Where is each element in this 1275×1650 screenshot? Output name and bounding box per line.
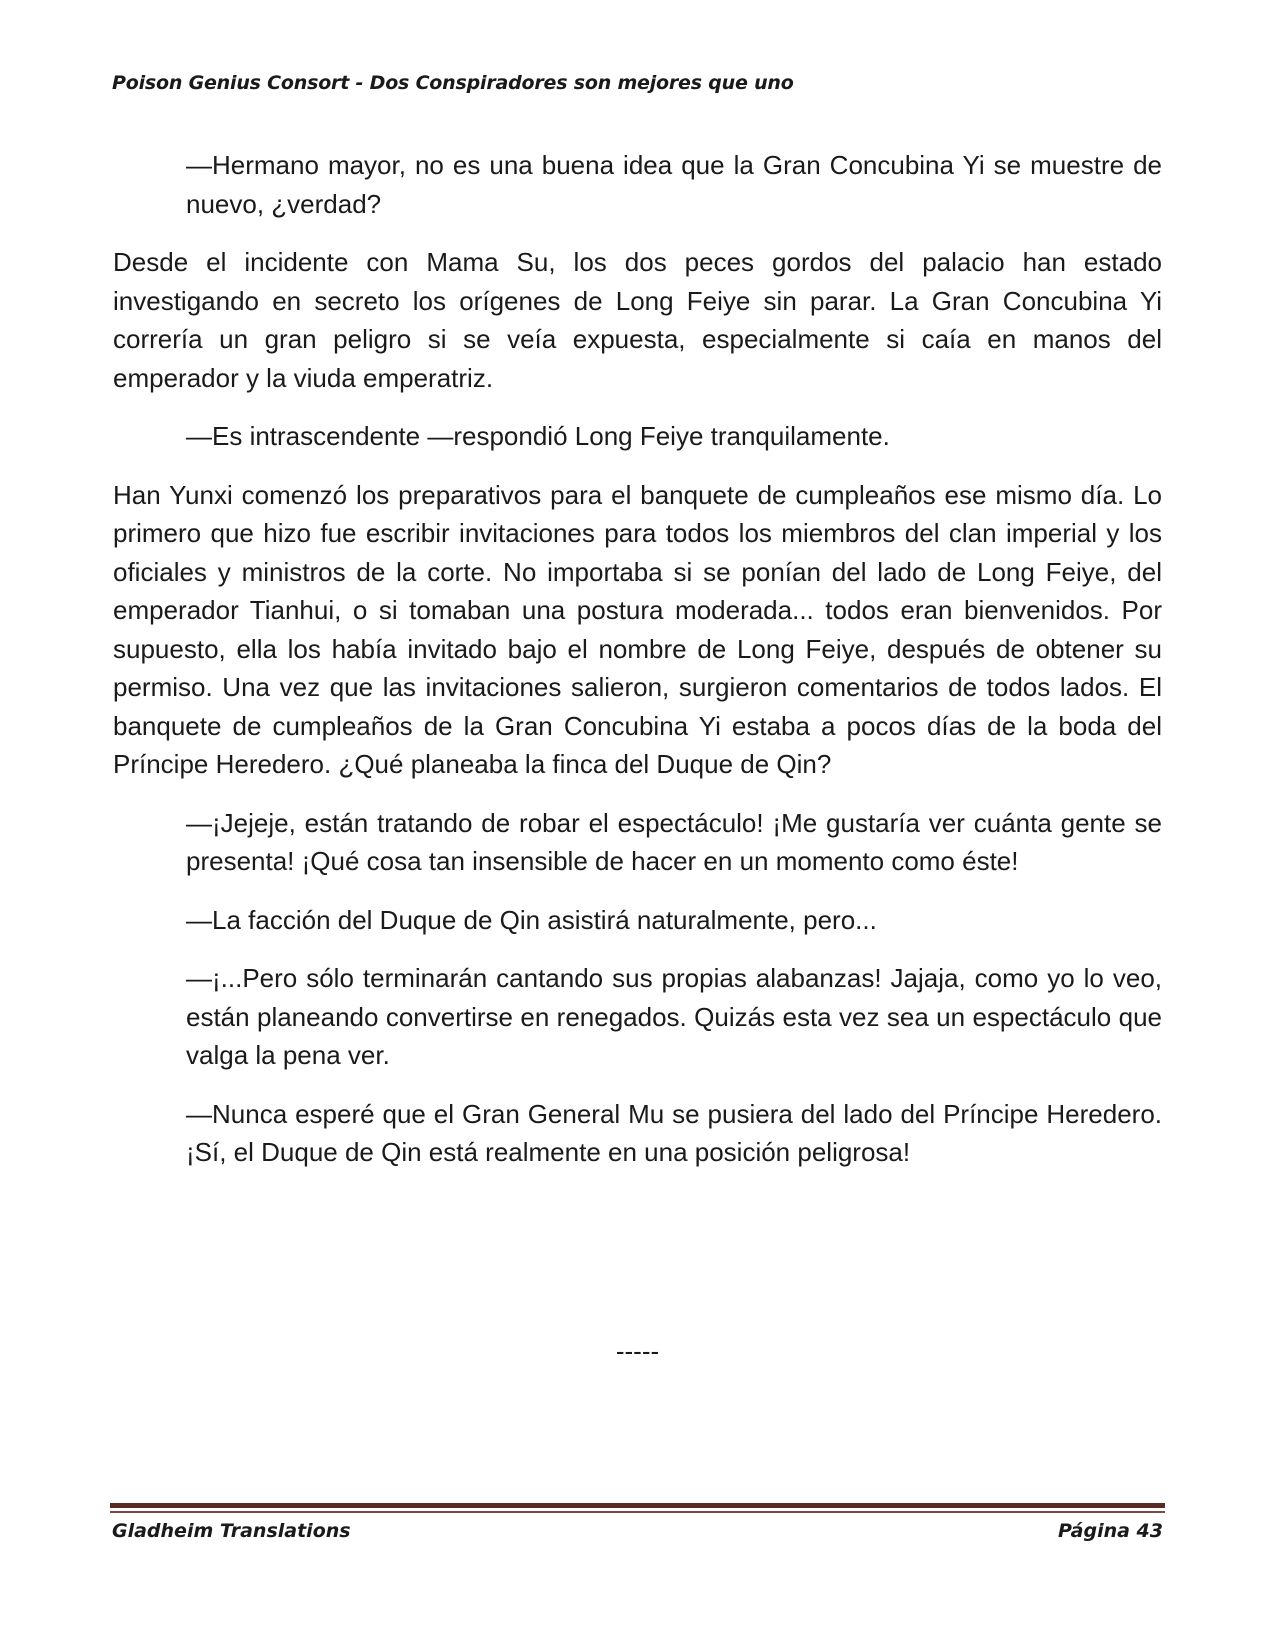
section-separator bbox=[0, 1336, 1275, 1366]
paragraph-narration-2: Han Yunxi comenzó los preparativos para el banquete de cumpleaños ese mismo día. Lo primero que hizo fue escribir invitaciones para todos los miembros del clan imperial y los oficiales y ministros de la corte. No importaba si se ponían del lado de Long Feiye, del emperador Tianhui, o si tomaban una postura moderada... todos eran bienvenidos. Por supuesto, ella los había invitado bajo el nombre de Long Feiye, después de obtener su permiso. Una vez que las invitaciones salieron, surgieron comentarios de todos lados. El banquete de cumpleaños de la Gran Concubina Yi estaba a pocos días de la boda del Príncipe Heredero. ¿Qué planeaba la finca del Duque de Qin? bbox=[113, 479, 1162, 779]
paragraph-narration-1: Desde el incidente con Mama Su, los dos peces gordos del palacio han estado investigando en secreto los orígenes de Long Feiye sin parar. La Gran Concubina Yi correría un gran peligro si se veía expuesta, especialmente si caía en manos del emperador y la viuda emperatriz. bbox=[113, 247, 1162, 393]
footer-page-number: Página 43 bbox=[1057, 1520, 1163, 1542]
footer-divider-thick bbox=[110, 1503, 1165, 1508]
paragraph-dialogue-2: —Es intrascendente —respondió Long Feiye tranquilamente. bbox=[186, 421, 890, 451]
footer-publisher: Gladheim Translations bbox=[112, 1520, 351, 1542]
paragraph-dialogue-5: —¡...Pero sólo terminarán cantando sus propias alabanzas! Jajaja, como yo lo veo, están planeando convertirse en renegados. Quizás esta vez sea un espectáculo que valga la pena ver. bbox=[186, 963, 1162, 1070]
page-content bbox=[113, 146, 1162, 1192]
paragraph-dialogue-6: —Nunca esperé que el Gran General Mu se pusiera del lado del Príncipe Heredero. ¡Sí, el Duque de Qin está realmente en una posición peligrosa! bbox=[186, 1098, 1162, 1167]
footer-divider-thin bbox=[110, 1511, 1165, 1513]
paragraph-dialogue-3: —¡Jejeje, están tratando de robar el espectáculo! ¡Me gustaría ver cuánta gente se presenta! ¡Qué cosa tan insensible de hacer en un momento como éste! bbox=[186, 807, 1162, 876]
paragraph-dialogue-1: —Hermano mayor, no es una buena idea que la Gran Concubina Yi se muestre de nuevo, ¿verdad? bbox=[186, 150, 1162, 219]
paragraph-dialogue-4: —La facción del Duque de Qin asistirá naturalmente, pero... bbox=[186, 904, 877, 935]
page-header-title: Poison Genius Consort - Dos Conspiradores son mejores que uno bbox=[112, 72, 794, 94]
separator-text: ----- bbox=[615, 1336, 660, 1366]
